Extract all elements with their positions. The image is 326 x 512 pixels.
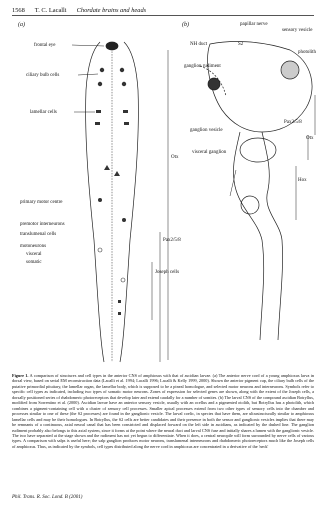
panel-b-tag: (b) (182, 22, 189, 28)
lamellar-cell (124, 122, 129, 125)
leader-frontal-eye (72, 45, 104, 46)
label-frontal-eye: frontal eye (34, 43, 56, 48)
running-title: Chordate brains and heads (76, 6, 147, 14)
label-ciliary-bulb-cells: ciliary bulb cells (26, 73, 60, 78)
label-joseph-cells: Joseph cells (155, 270, 180, 275)
label-sensory-vesicle: sensory vesicle (282, 28, 313, 33)
label-motoneurons: motoneurons (20, 244, 47, 249)
label-s2: S2 (238, 42, 244, 47)
label-a-pax: Pax2/5/8 (163, 238, 181, 243)
cell-symbols-a (95, 68, 129, 315)
premotor-interneuron (114, 171, 120, 176)
ciliary-bulb-cell (122, 82, 126, 86)
visceral-motoneuron (121, 278, 125, 282)
lamellar-cell (95, 122, 100, 125)
frontal-eye (106, 42, 118, 50)
joseph-cell (118, 300, 121, 303)
page-number: 1568 (12, 6, 25, 14)
label-visceral-ganglion: visceral ganglion (192, 150, 227, 155)
ganglion-vesicle (240, 138, 276, 162)
author: T. C. Lacalli (34, 6, 67, 14)
nerve-cord-outline-right (120, 42, 138, 362)
nerve-cord-outline-left (86, 42, 104, 362)
visceral-motoneuron (98, 248, 102, 252)
label-lamellar-cells: lamellar cells (30, 110, 57, 115)
label-ganglion-vesicle: ganglion vesicle (190, 128, 223, 133)
label-translumenal-cells: translumenal cells (20, 232, 57, 237)
neural-tube (233, 132, 263, 340)
label-primary-motor-centre: primary motor centre (20, 200, 63, 205)
visceral-ganglion (241, 196, 259, 214)
journal-footer: Phil. Trans. R. Soc. Lond. B (2001) (12, 495, 83, 500)
ciliary-bulb-cell (120, 68, 124, 72)
label-photolith: photolith (298, 50, 317, 55)
somatic-motoneuron (98, 198, 102, 202)
ciliary-bulb-cell (100, 68, 104, 72)
joseph-cell (118, 312, 121, 315)
premotor-interneuron (104, 165, 110, 170)
caption-lead: Figure 1. (12, 373, 29, 378)
neural-tube-right (262, 132, 283, 340)
figure-caption (12, 373, 314, 449)
ganglion-rudiment (208, 78, 220, 90)
lamellar-cell (96, 110, 101, 113)
ciliary-bulb-cell (98, 82, 102, 86)
label-hox: Hox (298, 178, 307, 183)
label-b-pax: Pax2/5/8 (284, 120, 302, 125)
label-ganglion-rudiment: ganglion rudiment (184, 64, 221, 69)
photolith (281, 61, 299, 79)
label-papillar-nerve: papillar nerve (240, 22, 268, 27)
ascidian-cns (200, 42, 312, 340)
label-a-otx: Otx (171, 155, 179, 160)
label-visceral: visceral (26, 252, 42, 257)
caption-text: A comparison of structures and cell types in the anterior CNS of amphioxus with that of ascidian larvae. (a) The anterior nerve cord of a young amphioxus larva in dorsal view, based on serial EM reconstruction data (Lacalli et al. 1994; Lacalli 1996; Lacalli & Kelly 1999, 2000). Shown the anterior pigment cup, the ciliary bulb cells of the putative primordial pituitary, the lamellar organ, the lamellar body, which is supposed to be a pineal homologue, and selected motor neurons and interneurons. Symbols refer to specific cell types as indicated, including two types of somatic motor neurons. Zones of expression for selected genes are shown, along with the extent of the Joseph cells, a dorsally positioned series of rhabdomeric photoreceptors that develop later and extend caudally for a number of somites. (b) The larval CNS of the compound ascidian Botryllus, modified from Sorrentino et al. (2000). Ascidian larvae have an anterior sensory vesicle, usually with an ocellus and a pigmented otolith, but Botryllus has a photolith, which combines a pigment-containing cell with a cluster of sensory cell processes. Smaller apical processes extend from two other types of sensory cells into the chamber and processes similar to one of these (the S2 processes) are found in the ganglionic vesicle. The larval coelic, in species that have them, are ultrastructurally similar to amphioxus lamellar cells and may be their homologues. In Botryllus, the S2 cells are better candidates and their presence in both the sensor and ganglionic vesicles implies that there may be remnants of a continuous, axial neural canal that has been constricted and displaced forward on the left side in ascidians, as indicated by the dashed line. The ganglion rudiment probably also belongs to this axial system, since it forms at the point where the neural duct and larval CNS fuse and initially shares a lumen with the ganglionic vesicle. The two have separated at the stage shown and the rudiment has not yet begun to differentiate. When it does, a central neuropile will form surrounded by nerve cells of various types. A comparison with salps is useful here; the salp ganglion produces motor neurons, translumenal interneurons and rhabdomeric photoreceptors much like the Joseph cells of amphioxus. Thus, as indicated by the symbols, cell types distributed along the nerve cord in amphioxus are concentrated in a derivative of the 'neck' (12, 373, 315, 449)
leader-visceral (230, 170, 236, 196)
label-b-otx: Otx (306, 136, 314, 141)
sensory-vesicle-outline (208, 42, 312, 132)
panel-a-tag: (a) (18, 22, 25, 28)
label-premotor-interneurons: premotor interneurons (20, 222, 65, 227)
somatic-motoneuron (122, 218, 126, 222)
label-nh-duct: NH duct (190, 42, 208, 47)
label-somatic: somatic (26, 260, 42, 265)
lamellar-cell (123, 110, 128, 113)
